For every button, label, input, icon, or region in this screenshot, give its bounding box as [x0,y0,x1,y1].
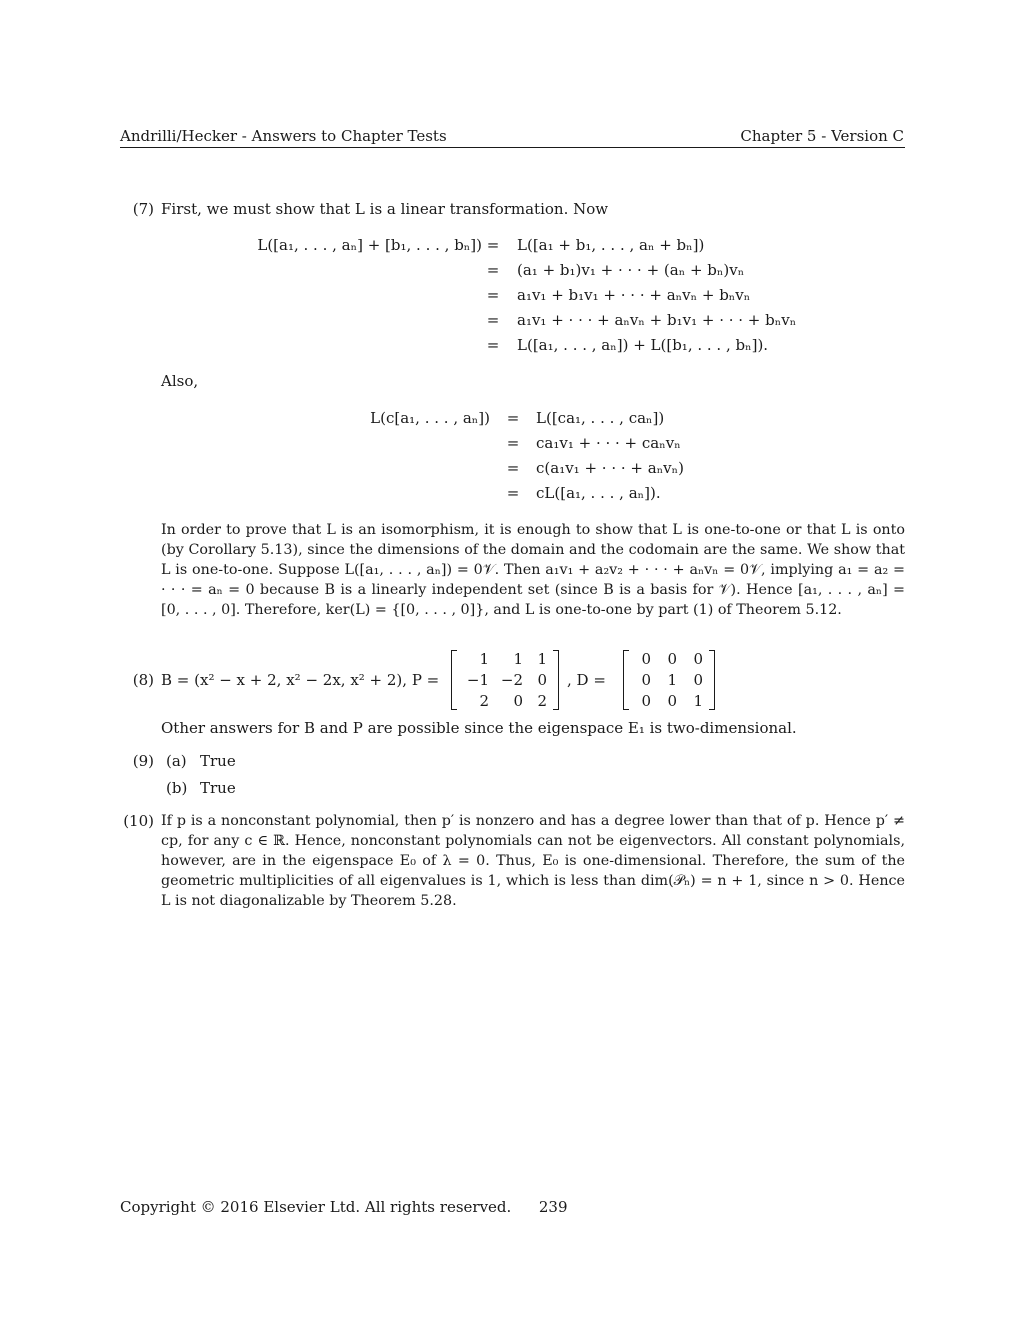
question-10-answer: If p is a nonconstant polynomial, then p′ is nonzero and has a degree lower than that of p. Hence p′ ≠ cp, for any c ∈ ℝ. Hence, nonconstant polynomials can not be eigenvectors. All constant polynomials, however, are in the eigenspace E₀ of λ = 0. Thus, E₀ is one-dimensional. Therefore, the sum of the geometric multiplicities of all eigenvalues is 1, which is less than dim(𝒫ₙ) = n + 1, since n > 0. Hence L is not diagonalizable by Theorem 5.28. [161,813,905,909]
matrix-p-entry: −2 [500,671,523,689]
matrix-p-entry: −1 [466,671,489,689]
equals-sign: = [486,236,500,254]
right-bracket [553,650,559,710]
equals-sign: = [506,459,520,477]
equals-sign: = [486,286,500,304]
header-rule [120,147,905,148]
basis-expression: B = (x² − x + 2, x² − 2x, x² + 2), P = [161,671,440,689]
homogeneity-step: ca₁v₁ + · · · + caₙvₙ [536,434,681,452]
matrix-d-entry: 0 [667,692,677,710]
matrix-d [623,650,715,710]
matrix-d-entry: 0 [693,650,703,668]
homogeneity-step: c(a₁v₁ + · · · + aₙvₙ) [536,459,684,477]
equals-sign: = [486,261,500,279]
part-label: (b) [166,779,188,797]
additivity-step: L([a₁ + b₁, . . . , aₙ + bₙ]) [517,236,705,254]
matrix-p-entry: 1 [513,650,523,668]
d-label: , D = [567,671,606,689]
matrix-p-entry: 0 [513,692,523,710]
copyright-footer [120,1197,568,1217]
matrix-p-entry: 2 [537,692,547,710]
matrix-d-entry: 1 [693,692,703,710]
homogeneity-step: L([ca₁, . . . , caₙ]) [536,409,665,427]
additivity-step: a₁v₁ + · · · + aₙvₙ + b₁v₁ + · · · + bₙvₙ [517,311,797,329]
matrix-d-entry: 0 [667,650,677,668]
additivity-step: (a₁ + b₁)v₁ + · · · + (aₙ + bₙ)vₙ [517,261,745,279]
additivity-step: a₁v₁ + b₁v₁ + · · · + aₙvₙ + bₙvₙ [517,286,751,304]
copyright-text: Copyright © 2016 Elsevier Ltd. All rights reserved. [120,1198,512,1216]
page-number: 239 [538,1198,568,1216]
equals-sign: = [486,311,500,329]
question-7-intro: First, we must show that L is a linear transformation. Now [161,200,609,218]
also-label: Also, [161,372,199,390]
equals-sign: = [486,336,500,354]
running-header-left: Andrilli/Hecker - Answers to Chapter Tests [120,127,447,145]
right-bracket [709,650,715,710]
question-number: (9) [132,752,154,770]
additivity-step: L([a₁, . . . , aₙ]) + L([b₁, . . . , bₙ]). [517,336,769,354]
additivity-lhs: L([a₁, . . . , aₙ] + [b₁, . . . , bₙ]) [257,236,482,254]
question-number: (10) [123,812,154,830]
question-number: (7) [132,200,154,218]
homogeneity-step: cL([a₁, . . . , aₙ]). [536,484,661,502]
matrix-d-entry: 0 [693,671,703,689]
running-header-right: Chapter 5 - Version C [740,127,904,145]
matrix-p-entry: 2 [479,692,489,710]
question-7-conclusion: In order to prove that L is an isomorphism, it is enough to show that L is one-to-one or that L is onto (by Corollary 5.13), since the dimensions of the domain and the codomain are the same. We show that L is one-to-one. Suppose L([a₁, . . . , aₙ]) = 0𝒱. Then a₁v₁ + a₂v₂ + · · · + aₙvₙ = 0𝒱, implying a₁ = a₂ = · · · = aₙ = 0 because B is a linearly independent set (since B is a basis for 𝒱). Hence [a₁, . . . , aₙ] = [0, . . . , 0]. Therefore, ker(L) = {[0, . . . , 0]}, and L is one-to-one by part (1) of Theorem 5.12. [161,522,905,618]
homogeneity-lhs: L(c[a₁, . . . , aₙ]) [370,409,490,427]
part-label: (a) [166,752,187,770]
matrix-p-entry: 1 [479,650,489,668]
equals-sign: = [506,409,520,427]
matrix-d-entry: 0 [641,671,651,689]
matrix-p-entry: 1 [537,650,547,668]
equals-sign: = [506,484,520,502]
question-number: (8) [132,671,154,689]
question-8-note: Other answers for B and P are possible since the eigenspace E₁ is two-dimensional. [161,719,797,737]
matrix-d-entry: 0 [641,692,651,710]
part-answer: True [200,779,236,797]
matrix-p-entry: 0 [537,671,547,689]
matrix-d-entry: 0 [641,650,651,668]
equals-sign: = [506,434,520,452]
matrix-d-entry: 1 [667,671,677,689]
part-answer: True [200,752,236,770]
matrix-p [451,650,559,710]
